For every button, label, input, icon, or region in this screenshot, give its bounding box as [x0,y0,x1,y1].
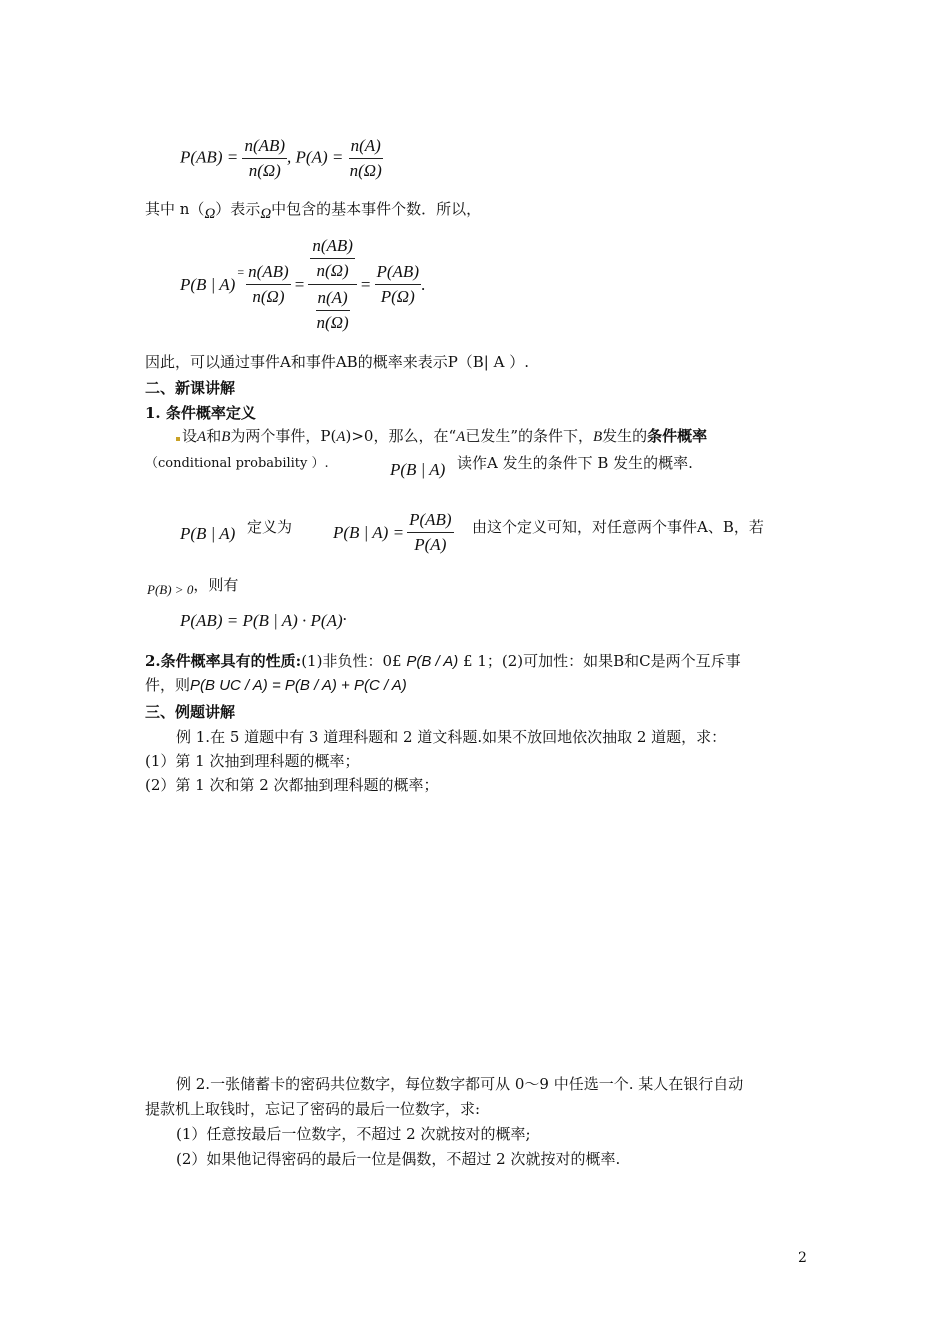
formula-lhs: P(B | A) = [333,522,405,542]
properties-line [145,650,741,671]
text-segment: ，则有 [193,576,239,594]
fraction-denominator: n(Ω) [316,313,349,332]
fraction-numerator: n(AB) [246,262,291,285]
english-term: （conditional probability ）. [145,456,329,471]
omega-symbol: Ω [204,206,216,222]
example-1-question-1: (1）第 1 次抽到理科题的概率； [145,752,360,770]
text-segment: £ 1；(2)可加性：如果B和C是两个互斥事 [458,652,741,670]
text-segment: 其中 n（ [145,200,205,218]
fraction-denominator: n(Ω) [252,287,285,306]
variable-A: A [456,429,466,445]
omega-explanation-line [145,198,482,222]
formula-multiplication-rule [180,605,347,631]
fraction-pab-pa [407,510,453,555]
text-segment: ）表示 [215,200,261,218]
example-2-statement-cont: 提款机上取钱时，忘记了密码的最后一位数字，求: [145,1100,481,1118]
margin-mark-icon [176,437,180,441]
page-number: 2 [798,1250,807,1266]
formula1-lhs: P(AB) = [180,147,239,167]
formula-probability-definitions [180,136,384,181]
fraction-numerator: n(AB) [242,136,287,159]
section-heading-examples: 三、例题讲解 [145,703,236,721]
math-pb-positive: P(B) > 0 [147,582,194,597]
example-2-statement: 例 2.一张储蓄卡的密码共位数字，每位数字都可从 0～9 中任选一个. 某人在银行自动 [176,1075,744,1093]
fraction-pab-pomega [375,262,421,307]
therefore-paragraph: 因此，可以通过事件A和事件AB的概率来表示P（B| A ）. [145,353,529,371]
fraction-numerator: P(AB) [375,262,421,285]
definition-consequence-text: 由这个定义可知，对任意两个事件A、B，若 [472,518,764,536]
subheading-definition: 1. 条件概率定义 [145,404,256,422]
fraction-denominator: P(Ω) [380,287,415,306]
formula-conditional-definition [333,510,454,555]
fraction-denominator: n(Ω) [248,161,281,180]
compound-fraction [308,236,357,333]
formula1-separator: , P(A) = [287,147,344,167]
equals-sign: = [294,274,305,294]
variable-A: A [197,429,207,445]
inner-fraction [310,236,355,281]
fraction-denominator: n(Ω) [349,161,382,180]
equals-sign: = [237,265,245,279]
text-segment: (1)非负性：0£ [301,652,407,670]
additivity-formula: P(B UC / A) = P(B / A) + P(C / A) [190,677,407,694]
fraction-na-nomega [348,136,384,181]
multiplication-rule: P(AB) = P(B | A) · P(A) [180,611,343,630]
text-segment: 已发生”的条件下， [465,427,593,445]
omega-symbol: Ω [260,206,272,222]
definition-line [176,425,707,446]
fraction-numerator: n(AB) [310,236,355,259]
inner-fraction [315,288,351,333]
properties-line-2 [145,674,407,695]
text-segment: 和 [206,427,222,445]
text-segment: 中包含的基本事件个数．所以， [271,200,482,218]
variable-A: A [336,429,346,445]
math-p-b-given-a: P(B | A) [180,524,236,543]
definition-line-english [145,452,329,471]
fraction-numerator: n(A) [349,136,383,159]
section-heading-new-lesson: 二、新课讲解 [145,379,236,397]
condition-line [147,574,238,595]
example-1-statement: 例 1.在 5 道题中有 3 道理科题和 2 道文科题.如果不放回地依次抽取 2 道题，求： [176,728,727,746]
compound-denominator [313,285,353,333]
math-p-b-given-a: P(B / A) [406,653,459,670]
formula-conditional-derivation [180,232,425,337]
fraction-nab-nomega [242,136,287,181]
variable-B: B [221,429,231,445]
formula2-lhs: P(B | A) [180,274,236,294]
period: . [420,274,426,294]
fraction-denominator: n(Ω) [316,261,349,280]
term-conditional-probability: 条件概率 [647,427,708,445]
text-segment: 设 [182,427,198,445]
defined-as-label: 定义为 [247,518,293,536]
variable-B: B [592,429,603,445]
equals-sign: = [360,274,371,294]
properties-heading: 2.条件概率具有的性质: [145,652,302,670]
fraction-numerator: P(AB) [407,510,453,533]
fraction-nab-nomega [246,262,291,307]
reading-explanation: 读作A 发生的条件下 B 发生的概率. [457,454,693,472]
text-segment: )>0，那么，在“ [345,427,457,445]
text-segment: 发生的 [602,427,648,445]
compound-numerator [308,236,357,285]
math-p-b-given-a: P(B | A) [390,460,446,479]
example-2-question-1: (1）任意按最后一位数字，不超过 2 次就按对的概率; [176,1125,531,1143]
text-segment: 为两个事件，P( [230,427,337,445]
fraction-numerator: n(A) [316,288,350,311]
fraction-denominator: P(A) [414,535,447,554]
period: . [342,605,347,624]
text-segment: 件，则 [145,676,191,694]
example-2-question-2: (2）如果他记得密码的最后一位是偶数，不超过 2 次就按对的概率. [176,1150,621,1168]
example-1-question-2: (2）第 1 次和第 2 次都抽到理科题的概率； [145,776,439,794]
